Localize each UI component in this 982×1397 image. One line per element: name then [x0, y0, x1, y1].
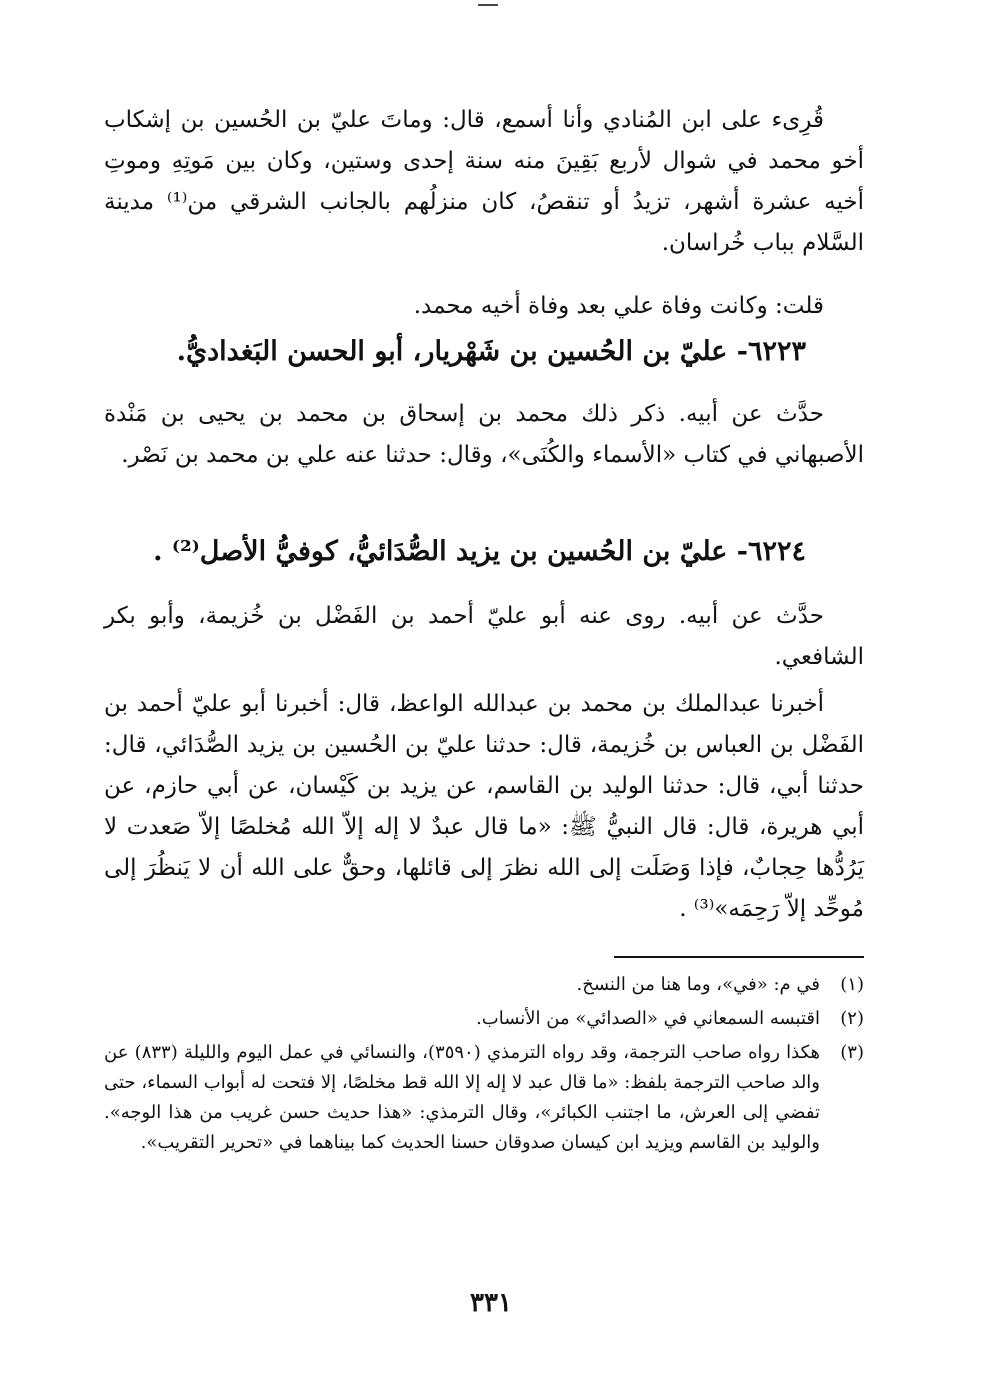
entry-heading-6223: ٦٢٢٣- عليّ بن الحُسين بن شَهْريار، أبو الحسن البَغداديُّ. — [176, 336, 806, 367]
footnote-number: (١) — [840, 974, 864, 995]
footnote-text: اقتبسه السمعاني في «الصدائي» من الأنساب. — [476, 1008, 820, 1029]
footnote-text: هكذا رواه صاحب الترجمة، وقد رواه الترمذي (٣٥٩٠)، والنسائي في عمل اليوم والليلة (٨٣٣) عن والد صاحب الترجمة بلفظ: «ما قال عبد لا إله إلا الله قط مخلصًا، إلا فتحت له أبواب السماء، حتى تفضي إلى العرش، ما اجتنب الكبائر»، وقال الترمذي: «هذا حديث حسن غريب من هذا الوجه». والوليد بن القاسم ويزيد ابن كيسان صدوقان حسنا الحديث كما بيناهما في «تحرير التقريب». — [104, 1042, 821, 1153]
scan-mark — [478, 4, 498, 6]
page-number: ٣٣١ — [470, 1288, 512, 1318]
paragraph-entry-6223: حدَّث عن أبيه. ذكر ذلك محمد بن إسحاق بن محمد بن يحيى بن مَنْدة الأصبهاني في كتاب «الأسماء والكُنَى»، وقال: حدثنا عنه علي بن محمد بن نَصْر. — [104, 401, 864, 468]
paragraph-hadith-isnad: أخبرنا عبدالملك بن محمد بن عبدالله الواعظ، قال: أخبرنا أبو عليّ أحمد بن الفَضْل بن العباس بن خُزيمة، قال: حدثنا عليّ بن الحُسين بن يزيد الصُّدَائي، قال: حدثنا أبي، قال: حدثنا الوليد بن القاسم، عن يزيد بن كَيْسان، عن أبي حازم، عن أبي هريرة، قال: قال النبيُّ ﷺ: «ما قال عبدٌ لا إله إلاّ الله مُخلصًا إلاّ صَعدت لا يَرُدُّها حِجابٌ، فإذا وَصَلَت إلى الله نظرَ إلى قائلها، وحقٌّ على الله أن لا يَنظُرَ إلى مُوحِّد إلاّ رَحِمَه»⁽³⁾ . — [104, 691, 864, 922]
paragraph-qultu: قلت: وكانت وفاة علي بعد وفاة أخيه محمد. — [413, 293, 824, 319]
paragraph-ibn-ishkab-death: قُرِىء على ابن المُنادي وأنا أسمع، قال: وماتَ عليّ بن الحُسين بن إشكاب أخو محمد في شوال لأربع بَقِينَ منه سنة إحدى وستين، وكان بين مَوتِهِ وموتِ أخيه عشرة أشهر، تزيدُ أو تنقصُ، كان منزلُهم بالجانب الشرقي من⁽¹⁾ مدينة السَّلام بباب خُراسان. — [104, 107, 864, 256]
footnote-divider — [614, 956, 864, 958]
footnote-number: (٢) — [840, 1008, 864, 1029]
footnote-1 — [104, 970, 864, 1000]
paragraph-entry-6224: حدَّث عن أبيه. روى عنه أبو عليّ أحمد بن الفَضْل بن خُزيمة، وأبو بكر الشافعي. — [104, 603, 864, 670]
footnote-3 — [104, 1038, 864, 1158]
footnotes — [104, 970, 864, 1162]
footnote-text: في م: «في»، وما هنا من النسخ. — [576, 974, 820, 995]
entry-heading-6224: ٦٢٢٤- عليّ بن الحُسين بن يزيد الصُّدَائيُّ، كوفيُّ الأصل⁽²⁾ . — [153, 536, 806, 567]
footnote-number: (٣) — [840, 1042, 864, 1063]
footnote-2 — [104, 1004, 864, 1034]
